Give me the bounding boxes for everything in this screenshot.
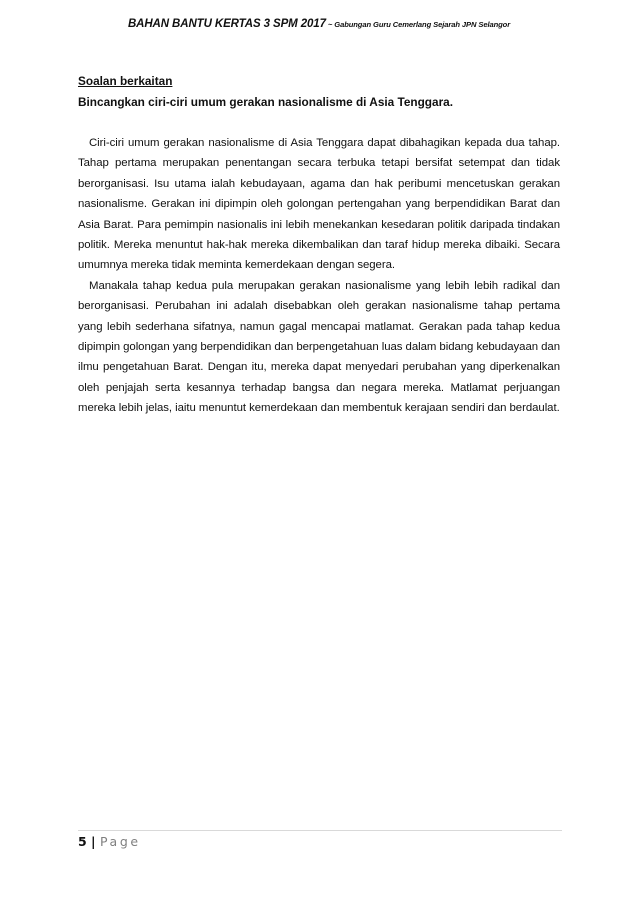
header-main-title: BAHAN BANTU KERTAS 3 SPM 2017 (127, 18, 326, 30)
page-word: Page (99, 834, 141, 849)
footer-divider (78, 830, 562, 831)
header-subtitle: ~ Gabungan Guru Cemerlang Sejarah JPN Selangor (325, 20, 511, 29)
answer-paragraph-2: Manakala tahap kedua pula merupakan gerakan nasionalisme yang lebih lebih radikal dan berorganisasi. Perubahan ini adalah disebabkan oleh gerakan nasionalisme tahap pertama yang lebih sederhana sifatnya, namun gagal mencapai matlamat. Gerakan pada tahap kedua dipimpin golongan yang berpendidikan dan berpengetahuan luas dalam bidang kebudayaan dan ilmu pengetahuan Barat. Dengan itu, mereka dapat menyedari perubahan yang diperkenalkan oleh penjajah serta kesannya terhadap bangsa dan negara mereka. Matlamat perjuangan mereka lebih jelas, iaitu menuntut kemerdekaan dan membentuk kerajaan sendiri dan berdaulat. (78, 279, 560, 415)
page-footer (78, 834, 141, 849)
page-number: 5 (78, 834, 87, 849)
page-content (78, 74, 560, 419)
question-title: Bincangkan ciri-ciri umum gerakan nasionalisme di Asia Tenggara. (78, 95, 453, 109)
page-header (0, 14, 638, 32)
question-label: Soalan berkaitan (78, 74, 173, 88)
page-separator: | (86, 834, 100, 849)
answer-paragraph-1: Ciri-ciri umum gerakan nasionalisme di Asia Tenggara dapat dibahagikan kepada dua tahap. Tahap pertama merupakan penentangan secara terbuka tetapi bersifat setempat dan tidak berorganisasi. Isu utama ialah kebudayaan, agama dan hak peribumi mencetuskan gerakan nasionalisme. Gerakan ini dipimpin oleh golongan pertengahan yang berpendidikan Barat dan Asia Barat. Para pemimpin nasionalis ini lebih menekankan kesedaran politik daripada tindakan politik. Mereka menuntut hak-hak mereka dikembalikan dan taraf hidup mereka dibaiki. Secara umumnya mereka tidak meminta kemerdekaan dengan segera. (78, 137, 560, 272)
